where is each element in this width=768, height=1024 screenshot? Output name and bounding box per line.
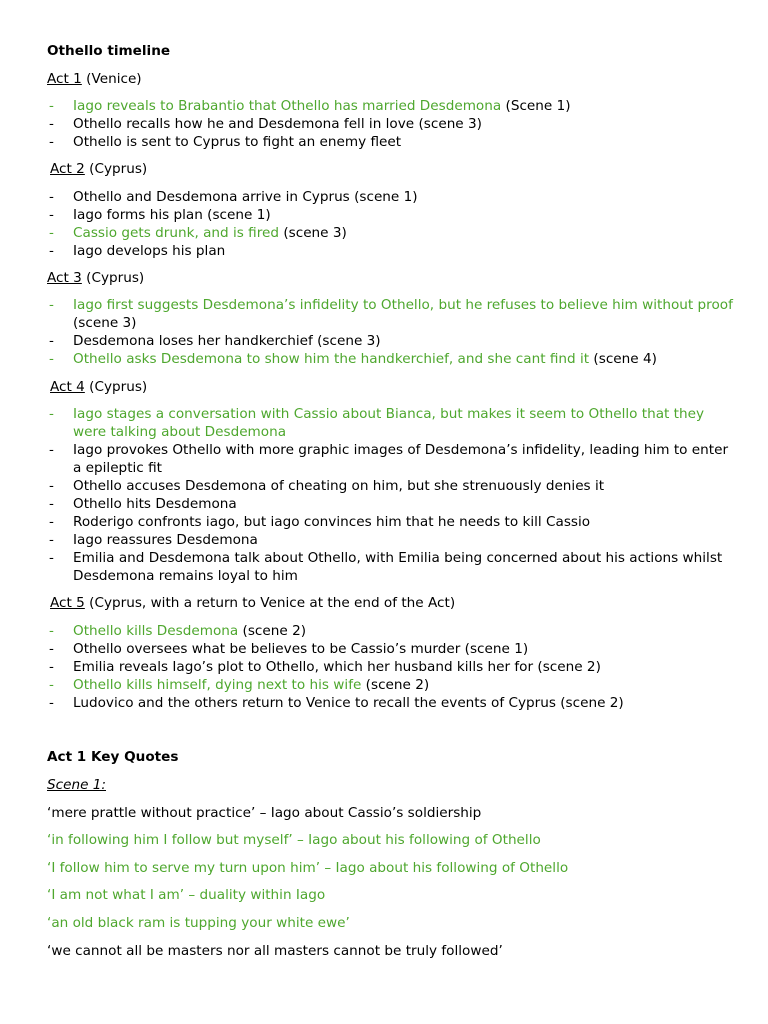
act-3-heading [47,269,144,287]
list-item [47,640,737,658]
event-text: (scene 2) [361,677,430,693]
event-highlight: Othello kills himself, dying next to his wife [73,677,362,693]
list-dash: - [49,478,54,494]
event-highlight: Cassio gets drunk, and is fired [73,225,280,241]
quote-item: ‘mere prattle without practice’ – Iago about Cassio’s soldiership [47,805,482,821]
event-text: Iago develops his plan [73,243,226,259]
list-item [47,350,737,368]
event-text: Othello hits Desdemona [73,496,237,512]
list-dash: - [49,641,54,657]
act-2-location: (Cyprus) [89,161,148,177]
list-item [47,242,737,260]
act-4-label: Act 4 [50,379,85,395]
quote-item: ‘in following him I follow but myself’ – Iago about his following of Othello [47,832,541,848]
list-dash: - [49,351,54,367]
event-text: Iago forms his plan (scene 1) [73,207,271,223]
list-item [47,97,737,115]
list-dash: - [49,623,54,639]
act-5-heading [50,594,455,612]
list-item [47,133,737,151]
list-item [47,676,737,694]
event-text: Othello recalls how he and Desdemona fell in love (scene 3) [73,116,482,132]
event-text: Emilia and Desdemona talk about Othello, with Emilia being concerned about his actions whilst Desdemona remains loyal to him [73,550,723,584]
act-3-label: Act 3 [47,270,82,286]
quote-item: ‘an old black ram is tupping your white ewe’ [47,915,350,931]
list-dash: - [49,243,54,259]
act-4-heading [50,378,147,396]
list-item [47,694,737,712]
list-dash: - [49,677,54,693]
list-dash: - [49,406,54,422]
list-dash: - [49,225,54,241]
list-item [47,188,737,206]
event-text: Othello oversees what be believes to be Cassio’s murder (scene 1) [73,641,529,657]
list-dash: - [49,134,54,150]
event-text: (scene 3) [279,225,347,241]
act-4-location: (Cyprus) [89,379,148,395]
list-item [47,513,737,531]
list-dash: - [49,207,54,223]
document-title: Othello timeline [47,43,171,59]
list-dash: - [49,98,54,114]
list-dash: - [49,297,54,313]
list-dash: - [49,514,54,530]
event-text: Emilia reveals Iago’s plot to Othello, which her husband kills her for (scene 2) [73,659,601,675]
event-text: (scene 3) [73,315,137,331]
act-2-label: Act 2 [50,161,85,177]
event-text: (Scene 1) [501,98,571,114]
list-dash: - [49,333,54,349]
event-highlight: Othello asks Desdemona to show him the handkerchief, and she cant find it [73,351,590,367]
list-dash: - [49,116,54,132]
list-item [47,206,737,224]
act-3-location: (Cyprus) [86,270,145,286]
act-3-events [47,296,737,368]
key-quotes-title: Act 1 Key Quotes [47,749,179,765]
event-text: Desdemona loses her handkerchief (scene 3) [73,333,381,349]
quote-item: ‘I am not what I am’ – duality within Iago [47,887,326,903]
list-item [47,115,737,133]
list-item [47,531,737,549]
event-text: Othello and Desdemona arrive in Cyprus (scene 1) [73,189,418,205]
event-text: Othello accuses Desdemona of cheating on him, but she strenuously denies it [73,478,605,494]
list-item [47,495,737,513]
act-2-heading [50,160,147,178]
list-item [47,622,737,640]
list-item [47,224,737,242]
list-item [47,405,737,441]
list-item [47,549,737,585]
event-text: (scene 4) [589,351,657,367]
act-4-events [47,405,737,585]
scene-1-label: Scene 1: [47,777,106,793]
event-highlight: Iago stages a conversation with Cassio about Bianca, but makes it seem to Othello that they were talking about Desdemona [73,406,705,440]
list-item [47,296,737,332]
event-text: Iago reassures Desdemona [73,532,258,548]
list-dash: - [49,496,54,512]
act-1-location: (Venice) [86,71,142,87]
act-1-label: Act 1 [47,71,82,87]
list-dash: - [49,695,54,711]
act-1-heading [47,70,142,88]
list-dash: - [49,659,54,675]
act-5-location: (Cyprus, with a return to Venice at the end of the Act) [89,595,456,611]
list-dash: - [49,532,54,548]
event-text: Othello is sent to Cyprus to fight an enemy fleet [73,134,402,150]
quote-item: ‘we cannot all be masters nor all masters cannot be truly followed’ [47,943,503,959]
act-2-events [47,188,737,260]
quote-item: ‘I follow him to serve my turn upon him’ – Iago about his following of Othello [47,860,569,876]
list-item [47,441,737,477]
event-text: Ludovico and the others return to Venice to recall the events of Cyprus (scene 2) [73,695,624,711]
list-dash: - [49,550,54,566]
event-text: Iago provokes Othello with more graphic images of Desdemona’s infidelity, leading him to enter a epileptic fit [73,442,729,476]
event-text: (scene 2) [238,623,307,639]
list-item [47,658,737,676]
list-dash: - [49,442,54,458]
act-1-events [47,97,737,151]
list-dash: - [49,189,54,205]
event-highlight: Iago reveals to Brabantio that Othello has married Desdemona [73,98,502,114]
event-text: Roderigo confronts iago, but iago convinces him that he needs to kill Cassio [73,514,591,530]
act-5-label: Act 5 [50,595,85,611]
list-item [47,477,737,495]
list-item [47,332,737,350]
act-5-events [47,622,737,712]
event-highlight: Iago first suggests Desdemona’s infidelity to Othello, but he refuses to believe him without proof [73,297,733,313]
event-highlight: Othello kills Desdemona [73,623,239,639]
